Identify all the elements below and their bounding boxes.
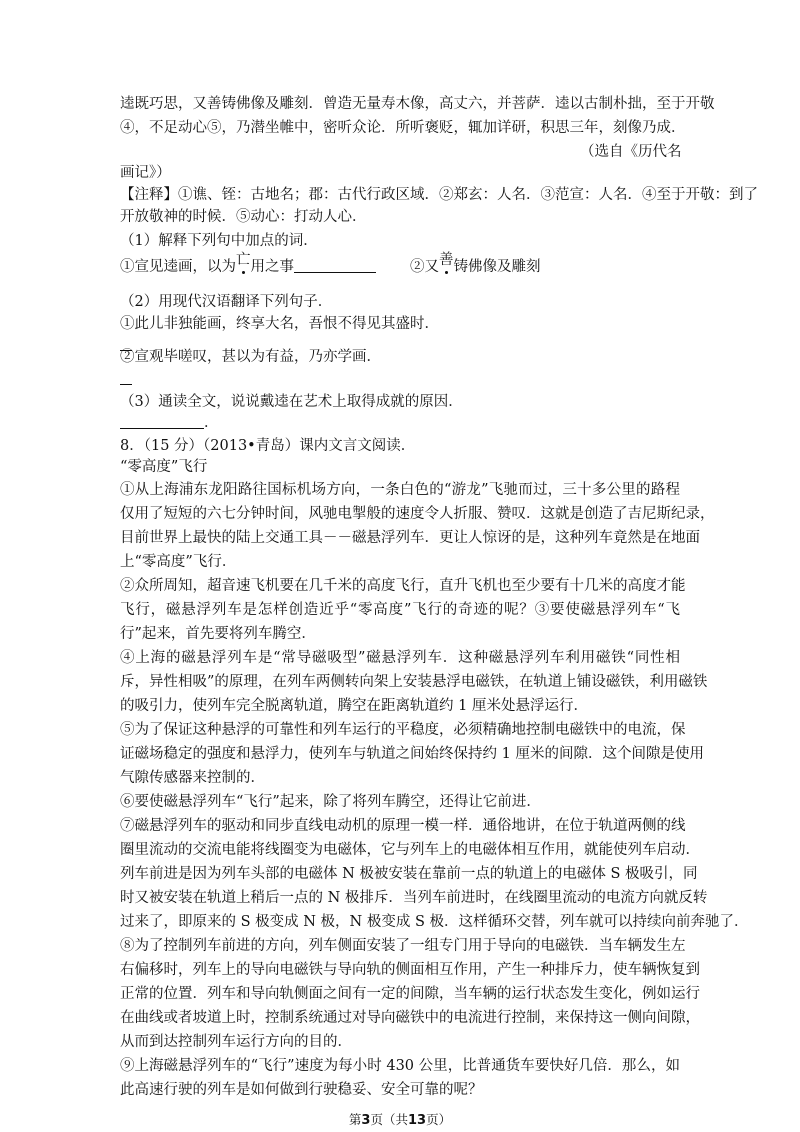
dotted-char: 亡 [236, 252, 251, 268]
item-text: ②又 [410, 259, 439, 275]
question-1-item-1 [120, 252, 376, 276]
paragraph-line: 在曲线或者坡道上时，控制系统通过对导向磁铁中的电流进行控制，来保持这一侧向间隙， [120, 1010, 700, 1026]
paragraph-line: ⑥要使磁悬浮列车“飞行”起来，除了将列车腾空，还得让它前进． [120, 794, 541, 810]
dotted-char: 善 [439, 252, 454, 268]
item-text: ①宣见逵画，以为 [120, 259, 236, 275]
answer-line [120, 370, 132, 390]
paragraph-line: 飞行，磁悬浮列车是怎样创造近乎“零高度”飞行的奇迹的呢？③要使磁悬浮列车“飞 [120, 602, 680, 618]
question-2-item-1: ①此儿非独能画，终享大名，吾恨不得见其盛时． [120, 316, 439, 332]
answer-blank [294, 258, 376, 273]
question-1-item-2 [410, 252, 541, 276]
paragraph-line: ⑧为了控制列车前进的方向，列车侧面安装了一组专门用于导向的电磁铁．当车辆发生左 [120, 938, 686, 954]
question-8-heading: 8．（15 分）（2013•青岛）课内文言文阅读． [120, 438, 416, 454]
paragraph-line: 正常的位置．列车和导向轨侧面之间有一定的间隙，当车辆的运行状态发生变化，例如运行 [120, 986, 700, 1002]
page-footer: 第3页（共13页） [348, 1112, 452, 1128]
paragraph-line: 过来了，即原来的 S 极变成 N 极，N 极变成 S 极．这样循环交替，列车就可以持续向前奔驰了． [120, 914, 749, 930]
paragraph-line: 的吸引力，使列车完全脱离轨道，腾空在距离轨道约 1 厘米处悬浮运行． [120, 698, 588, 714]
text-line: ④，不足动心⑤，乃潜坐帷中，密听众论．所听褒贬，辄加详研，积思三年，刻像乃成． [120, 120, 686, 136]
paragraph-line: 右偏移时，列车上的导向电磁铁与导向轨的侧面相互作用，产生一种排斥力，使车辆恢复到 [120, 962, 700, 978]
paragraph-line: 圈里流动的交流电能将线圈变为电磁体，它与列车上的电磁体相互作用，就能使列车启动． [120, 842, 700, 858]
paragraph-line: 证磁场稳定的强度和悬浮力，使列车与轨道之间始终保持约 1 厘米的间隙．这个间隙是使用 [120, 746, 704, 762]
paragraph-line: 目前世界上最快的陆上交通工具－－磁悬浮列车．更让人惊讶的是，这种列车竟然是在地面 [120, 530, 700, 546]
source-note: 画记》） [120, 165, 171, 181]
item-text: 用之事 [250, 259, 294, 275]
paragraph-line: 斥，异性相吸”的原理，在列车两侧转向架上安装悬浮电磁铁，在轨道上铺设磁铁，利用磁铁 [120, 674, 708, 690]
question-1: （1）解释下列句中加点的词． [120, 233, 318, 249]
annotation: 【注释】①谯、铚：古地名；郡：古代行政区域．②郑玄：人名．③范宣：人名．④至于开敬：到了 [120, 187, 758, 203]
paragraph-line: ⑦磁悬浮列车的驱动和同步直线电动机的原理一模一样．通俗地讲，在位于轨道两侧的线 [120, 818, 686, 834]
page-total: 13 [407, 1113, 427, 1128]
question-3-answer: ． [120, 414, 219, 432]
answer-blank [120, 414, 204, 429]
paragraph-line: 从而到达控制列车运行方向的目的． [120, 1034, 352, 1050]
paragraph-line: 行”起来，首先要将列车腾空． [120, 626, 316, 642]
paragraph-line: ⑨上海磁悬浮列车的“飞行”速度为每小时 430 公里，比普通货车要快好几倍．那么，如 [120, 1058, 680, 1074]
paragraph-line: ①从上海浦东龙阳路往国标机场方向，一条白色的“游龙”飞驰而过，三十多公里的路程 [120, 482, 680, 498]
source-note: （选自《历代名 [580, 144, 682, 160]
paragraph-line: 上“零高度”飞行． [120, 554, 237, 570]
paragraph-line: 仅用了短短的六七分钟时间，风驰电掣般的速度令人折服、赞叹．这就是创造了吉尼斯纪录， [120, 506, 715, 522]
item-text: 铸佛像及雕刻 [453, 259, 541, 275]
paragraph-line: ②众所周知，超音速飞机要在几千米的高度飞行，直升飞机也至少要有十几米的高度才能 [120, 578, 686, 594]
question-2-item-2: ②宣观毕嗟叹，甚以为有益，乃亦学画． [120, 349, 381, 365]
paragraph-line: ④上海的磁悬浮列车是“常导磁吸型”磁悬浮列车．这种磁悬浮列车利用磁铁“同性相 [120, 650, 680, 666]
page-number: 3 [361, 1113, 371, 1128]
paragraph-line: 气隙传感器来控制的． [120, 770, 265, 786]
paragraph-line: 时又被安装在轨道上稍后一点的 N 极排斥．当列车前进时，在线圈里流动的电流方向就反转 [120, 890, 708, 906]
paragraph-line: ⑤为了保证这种悬浮的可靠性和列车运行的平稳度，必须精确地控制电磁铁中的电流，保 [120, 722, 686, 738]
paragraph-line: 此高速行驶的列车是如何做到行驶稳妥、安全可靠的呢？ [120, 1082, 483, 1098]
passage-title: “零高度”飞行 [120, 459, 208, 475]
question-2: （2）用现代汉语翻译下列句子． [120, 294, 333, 310]
paragraph-line: 列车前进是因为列车头部的电磁体 N 极被安装在靠前一点的轨道上的电磁体 S 极吸引，同 [120, 866, 698, 882]
annotation: 开放敬神的时候．⑤动心：打动人心． [120, 209, 367, 225]
text-line: 逵既巧思，又善铸佛像及雕刻．曾造无量寿木像，高丈六，并菩萨．逵以古制朴拙，至于开敬 [120, 96, 715, 112]
question-3: （3）通读全文，说说戴逵在艺术上取得成就的原因． [120, 394, 463, 410]
